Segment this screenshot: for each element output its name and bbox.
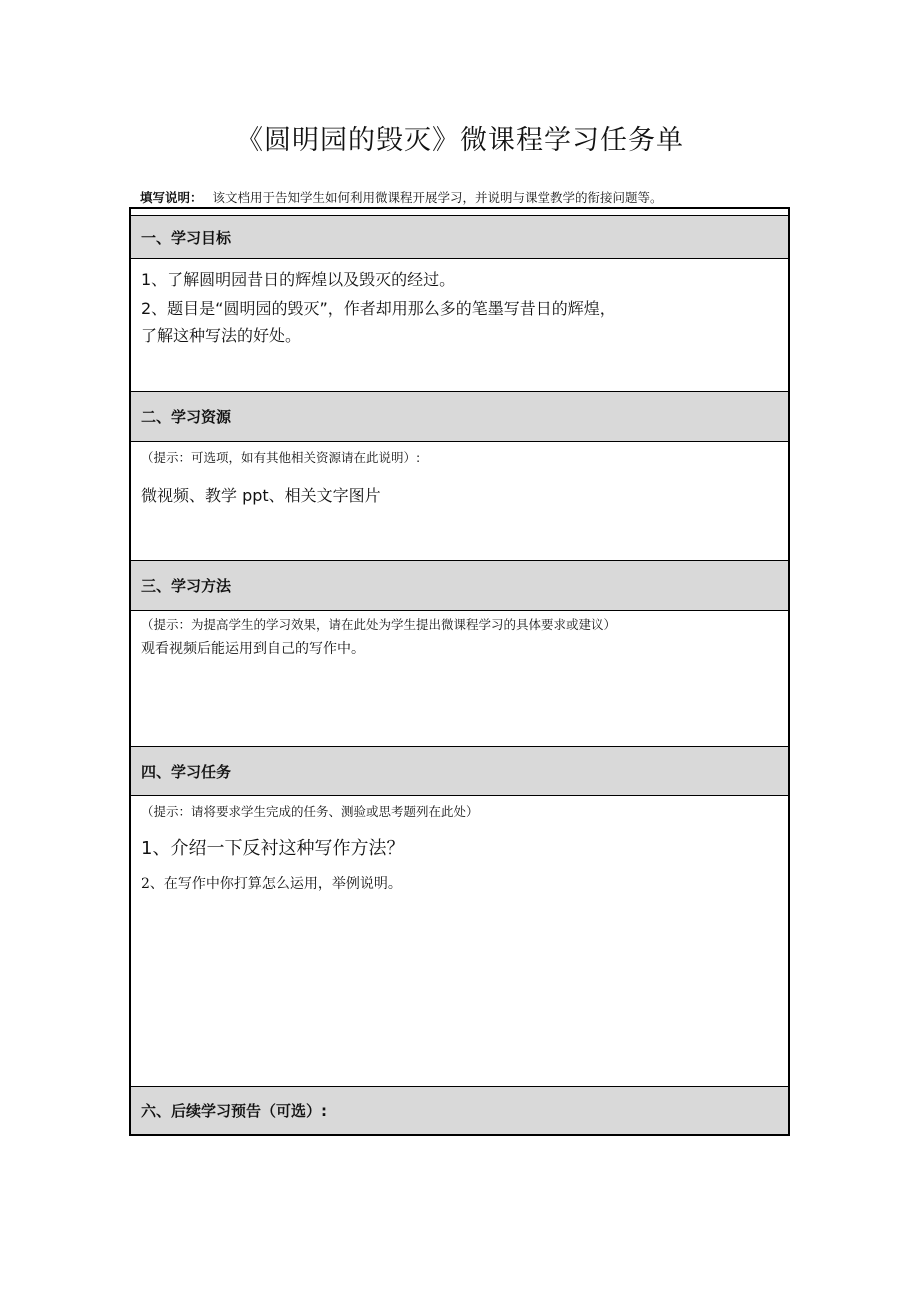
task-question-2: 2、在写作中你打算怎么运用，举例说明。 [141, 876, 402, 892]
instructions-text: 该文档用于告知学生如何利用微课程开展学习，并说明与课堂教学的衔接问题等。 [212, 190, 663, 205]
tasks-hint: （提示：请将要求学生完成的任务、测验或思考题列在此处） [141, 804, 479, 819]
resources-line-1: 微视频、教学 ppt、相关文字图片 [141, 486, 381, 505]
section-heading-methods: 三、学习方法 [131, 560, 788, 611]
section-heading-resources: 二、学习资源 [131, 391, 788, 442]
section-heading-tasks: 四、学习任务 [131, 746, 788, 796]
section-heading-preview: 六、后续学习预告（可选）: [131, 1086, 788, 1134]
objective-line-1: 1、了解圆明园昔日的辉煌以及毁灭的经过。 [141, 270, 456, 289]
instructions-label: 填写说明： [140, 190, 203, 205]
objective-line-2: 2、题目是“圆明园的毁灭”，作者却用那么多的笔墨写昔日的辉煌， [141, 299, 616, 318]
instructions [140, 188, 663, 206]
page-title: 《圆明园的毁灭》微课程学习任务单 [236, 125, 684, 156]
section-heading-objectives: 一、学习目标 [131, 215, 788, 259]
objective-line-3: 了解这种写法的好处。 [141, 326, 302, 345]
resources-hint: （提示：可选项，如有其他相关资源请在此说明）: [141, 450, 421, 465]
methods-hint: （提示：为提高学生的学习效果，请在此处为学生提出微课程学习的具体要求或建议） [141, 617, 617, 632]
methods-line-1: 观看视频后能运用到自己的写作中。 [141, 641, 365, 657]
task-form-table [129, 207, 790, 1136]
task-question-1: 1、介绍一下反衬这种写作方法？ [141, 838, 405, 859]
